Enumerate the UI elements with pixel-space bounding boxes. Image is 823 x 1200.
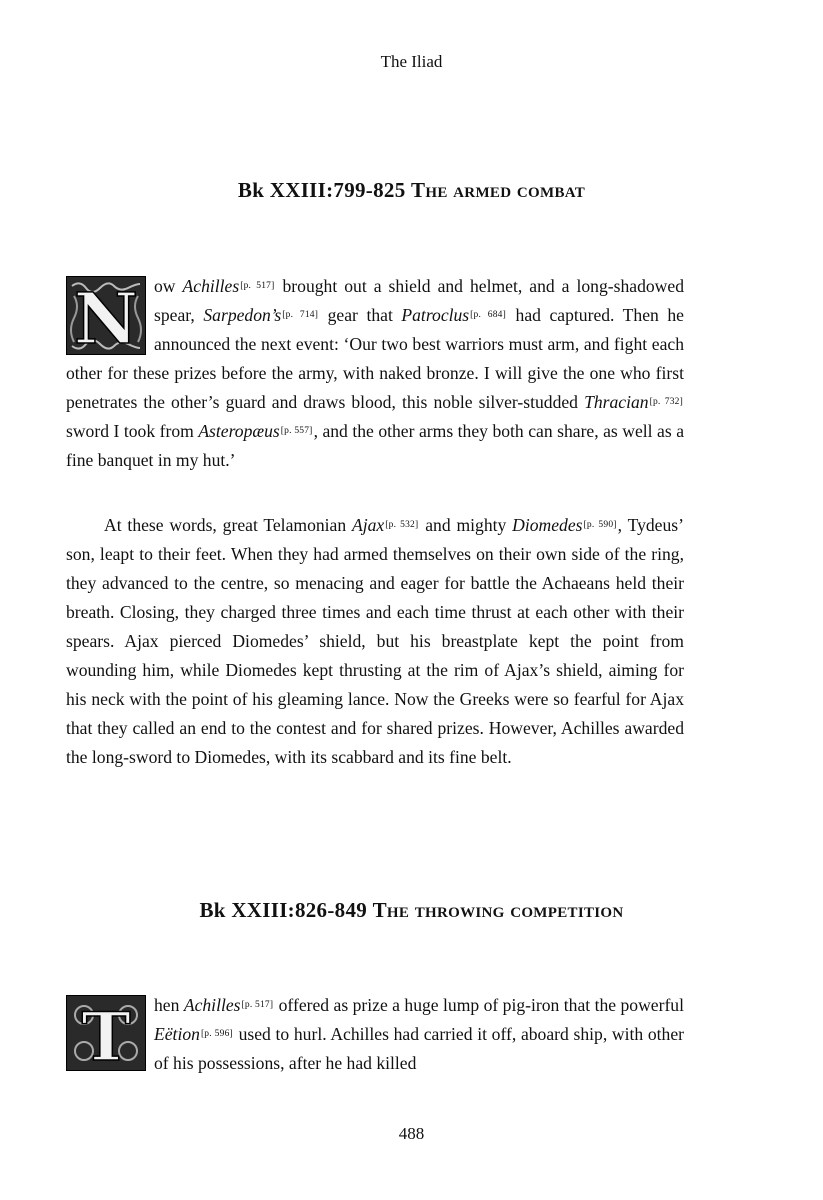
section-title-throwing-competition (0, 898, 823, 923)
section-title-armed-combat (0, 178, 823, 203)
drop-cap-letter: T (81, 998, 131, 1071)
drop-cap-t-icon (66, 995, 146, 1071)
drop-cap-n-icon (66, 276, 146, 355)
section-title-name: The throwing competition (372, 898, 624, 922)
page-ref: [p. 517] (240, 281, 275, 291)
page-ref: [p. 596] (200, 1029, 233, 1039)
section-title-prefix: Bk XXIII:799-825 (237, 178, 412, 202)
drop-cap-letter: N (74, 277, 138, 355)
section-title-name: The armed combat (411, 178, 586, 202)
page-ref: [p. 532] (385, 520, 419, 530)
paragraph-armed-combat-1: N ow Achilles[p. 517] brought out a shield and helmet, and a long-shadowed spear, Sarpedon’s[p. 714] gear that Patroclus[p. 684] had captured. Then he announced the next event: ‘Our two best warriors must arm, and fight each other for these prizes before the army, with naked bronze. I will give the one who first penetrates the other’s guard and draws blood, this noble silver-studded Thracian[p. 732] sword I took from Asteropæus[p. 557], and the other arms they both can share, as well as a fine banquet in my hut.’ (66, 276, 685, 470)
page-ref: [p. 590] (583, 520, 617, 530)
page-ref: [p. 684] (470, 310, 506, 320)
paragraph-armed-combat-2: At these words, great Telamonian Ajax[p. 532] and mighty Diomedes[p. 590], Tydeus’ son, leapt to their feet. When they had armed themselves on their own side of the ring, they advanced to the centre, so menacing and eager for battle the Achaeans held their breath. Closing, they charged three times and each time thrust at each other with their spears. Ajax pierced Diomedes’ shield, but his breastplate kept the point from wounding him, while Diomedes kept thrusting at the rim of Ajax’s shield, aiming for his neck with the point of his gleaming lance. Now the Greeks were so fearful for Ajax that they called an end to the contest and for shared prizes. However, Achilles awarded the long-sword to Diomedes, with its scabbard and its fine belt. (66, 515, 684, 767)
page-ref: [p. 732] (649, 397, 683, 407)
page-ref: [p. 557] (280, 426, 313, 436)
page-ref: [p. 714] (282, 310, 319, 320)
paragraph-throwing-1: T hen Achilles[p. 517] offered as prize a huge lump of pig-iron that the powerful Eëtion[p. 596] used to hurl. Achilles had carried it off, aboard ship, with other of his possessions, after he had killed (66, 991, 684, 1078)
section-title-prefix: Bk XXIII:826-849 (199, 898, 373, 922)
running-head: The Iliad (380, 52, 443, 71)
page-ref: [p. 517] (241, 1000, 274, 1010)
page-number: 488 (398, 1124, 425, 1143)
